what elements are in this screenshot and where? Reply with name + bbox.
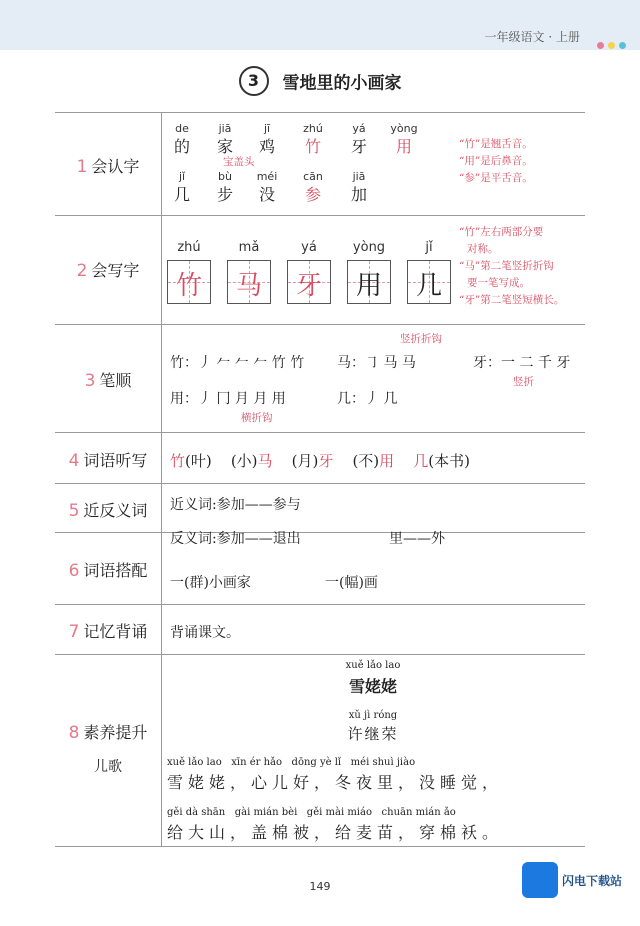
section-label-5: 5 近反义词 [68,501,148,521]
annotation-hengzhegou: 横折钩 [241,412,273,424]
s1-notes: “竹”是翘舌音。 “用”是后鼻音。 “参”是平舌音。 [459,138,533,184]
hanzi: 加 [350,185,367,204]
antonyms: 反义词:参加——退出 [170,531,301,547]
s2-notes: “竹”左右两部分要 对称。 “马”第二笔竖折折钩 要一笔写成。 “牙”第二笔竖短横长。 [459,226,565,306]
stroke-order-zhu: 竹：丿 𠂉 𠂉 𠂉 竹 竹 [170,355,305,371]
pinyin: jǐ [178,170,186,183]
pinyin: jiā [352,170,366,183]
grid-character: 马 [235,271,262,301]
tianzige-grid [167,260,211,304]
site-logo [522,862,622,898]
section-label-4: 4 词语听写 [68,451,148,471]
logo-box-icon [522,862,558,898]
hanzi: 用 [395,137,412,156]
lesson-number: 3 [239,66,269,96]
stroke-order-ma: 马：㇆ 马 马 [337,355,416,371]
annotation-baogaitou: 宝盖头 [223,156,255,168]
grid-character: 竹 [175,271,202,301]
synonyms: 近义词:参加——参与 [170,497,301,513]
pinyin: yòng [390,122,418,135]
hanzi: 参 [304,185,321,204]
stroke-order-ji: 几：丿 几 [337,391,398,407]
poem-line1-pinyin: xuě lǎo lao xīn ér hǎo dōng yè lǐ méi shuì jiào [167,757,416,768]
header-band [0,0,640,50]
pinyin: mǎ [238,240,260,255]
hanzi: 几 [173,185,190,204]
pinyin: yá [352,122,366,135]
stroke-order-yong: 用：丿 冂 月 月 用 [170,391,286,407]
pinyin: cān [303,170,323,183]
tianzige-grid [347,260,391,304]
annotation-shuzhezhegou: 竖折折钩 [400,333,442,345]
dot-pink [597,42,604,49]
poem-author: 许继荣 [347,725,399,743]
section-label-3: 3 笔顺 [84,371,132,391]
word-pair-2: 一(幅)画 [325,575,378,591]
pinyin: jī [263,122,271,135]
grid-character: 牙 [295,271,322,301]
annotation-shuzhe: 竖折 [513,376,534,388]
poem-title-pinyin: xuě lǎo lao [345,660,401,671]
section-label-8: 8 素养提升 [68,723,148,743]
grid-character: 几 [415,271,442,301]
pinyin: jiā [218,122,232,135]
logo-text: 闪电下载站 [562,873,623,888]
grid-character: 用 [355,271,382,301]
dictation-words: 竹(叶) (小)马 (月)牙 (不)用 几(本书) [170,452,470,470]
dot-yellow [608,42,615,49]
pinyin: zhú [177,240,201,255]
tianzige-grid [407,260,451,304]
hanzi: 步 [216,185,233,204]
hanzi: 家 [216,137,233,156]
lesson-name: 雪地里的小画家 [282,73,402,94]
pinyin: zhú [303,122,323,135]
pinyin: yá [301,240,317,255]
hanzi: 没 [258,185,275,204]
pinyin: bù [218,170,232,183]
hanzi: 竹 [304,137,321,156]
recite-text: 背诵课文。 [170,625,240,641]
section-sub-8: 儿歌 [94,759,122,775]
page-number: 149 [309,880,331,893]
section-label-2: 2 会写字 [76,261,140,281]
decor-dots [593,34,626,53]
hanzi: 的 [173,137,190,156]
tianzige-grid [227,260,271,304]
pinyin: yòng [352,240,386,255]
tianzige-grid [287,260,331,304]
poem-author-pinyin: xǔ jì róng [348,710,398,721]
poem-line1: 雪姥姥，心儿好，冬夜里，没睡觉， [167,773,504,792]
section-label-7: 7 记忆背诵 [68,622,148,642]
pinyin: méi [256,170,278,183]
hanzi: 牙 [350,137,367,156]
poem-title: 雪姥姥 [348,677,397,696]
lesson-title [0,66,640,96]
hanzi: 鸡 [258,137,275,156]
poem-line2: 给大山，盖棉被，给麦苗，穿棉袄。 [167,823,504,842]
study-table [55,112,585,846]
pinyin: jǐ [425,240,433,255]
dot-blue [619,42,626,49]
pinyin: de [175,122,189,135]
book-title: 一年级语文 · 上册 [484,30,580,44]
section-label-6: 6 词语搭配 [68,561,148,581]
section-label-1: 1 会认字 [76,157,140,177]
stroke-order-ya: 牙：一 二 千 牙 [473,355,571,371]
antonyms-2: 里——外 [389,531,445,547]
poem-line2-pinyin: gěi dà shān gài mián bèi gěi mài miáo chuān mián ǎo [167,807,456,818]
word-pair-1: 一(群)小画家 [170,575,251,591]
